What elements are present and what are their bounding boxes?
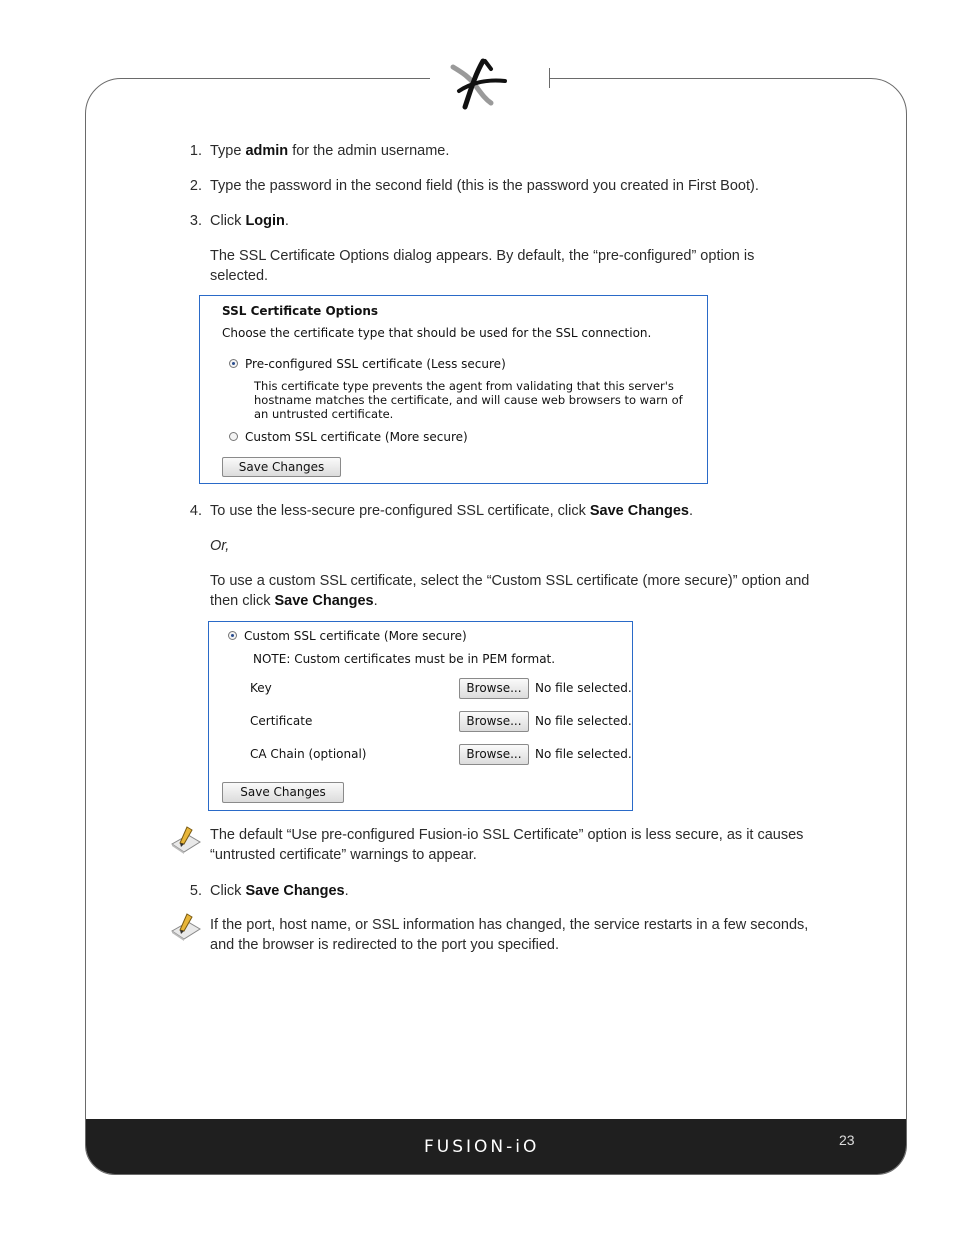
pem-note: NOTE: Custom certificates must be in PEM format.: [253, 652, 556, 666]
note-pencil-icon: [168, 824, 202, 854]
step-text: Type the password in the second field (this is the password you created in First Boot).: [210, 178, 759, 194]
note-pencil-icon: [168, 911, 202, 941]
step-number: 2.: [189, 178, 202, 194]
preconfigured-label[interactable]: Pre-configured SSL certificate (Less secure): [245, 357, 506, 371]
dialog-title: SSL Certificate Options: [222, 304, 379, 318]
key-file-status: No file selected.: [535, 681, 632, 695]
certificate-label: Certificate: [250, 714, 313, 728]
ca-chain-file-status: No file selected.: [535, 747, 632, 761]
step-bold: admin: [245, 143, 289, 159]
custom-radio[interactable]: [229, 432, 238, 441]
step-5: [189, 881, 349, 901]
certificate-browse-button[interactable]: Browse...: [459, 711, 529, 732]
key-browse-button[interactable]: Browse...: [459, 678, 529, 699]
step-number: 5.: [189, 883, 202, 899]
step-text: Click: [210, 883, 246, 899]
preconfigured-help: This certificate type prevents the agent from validating that this server's hostname matches the certificate, and will cause web browsers to warn of an untrusted certificate.: [254, 379, 683, 421]
certificate-file-status: No file selected.: [535, 714, 632, 728]
step-bold: Login: [245, 213, 285, 229]
or-text: Or,: [210, 538, 230, 554]
custom-instructions: [210, 571, 810, 611]
page-number: 23: [839, 1132, 855, 1148]
dialog-description: Choose the certificate type that should be used for the SSL connection.: [222, 326, 652, 340]
custom-label[interactable]: Custom SSL certificate (More secure): [244, 629, 467, 643]
para-bold: Save Changes: [274, 593, 374, 609]
brand-logo: FUSION-iO: [424, 1137, 540, 1157]
step-1: [189, 141, 450, 161]
frame-divider: [549, 68, 550, 88]
step-number: 3.: [189, 213, 202, 229]
step-number: 1.: [189, 143, 202, 159]
save-changes-button[interactable]: Save Changes: [222, 782, 344, 803]
preconfigured-radio[interactable]: [229, 359, 238, 368]
fusion-io-emblem-icon: [445, 55, 511, 115]
custom-ssl-dialog: [208, 621, 633, 811]
page-footer: [86, 1119, 906, 1174]
note-untrusted-warning: The default “Use pre-configured Fusion-io SSL Certificate” option is less secure, as it causes “untrusted certificate” warnings to appear.: [210, 827, 804, 863]
step-4: [189, 501, 694, 521]
step-number: 4.: [189, 503, 202, 519]
ssl-options-dialog: [199, 295, 708, 484]
step-text: Click: [210, 213, 246, 229]
step-text: .: [284, 213, 289, 229]
step-text: To use the less-secure pre-configured SSL certificate, click: [210, 503, 590, 519]
step-3: [189, 211, 289, 231]
step-text: Type: [210, 143, 246, 159]
ssl-dialog-intro: The SSL Certificate Options dialog appears. By default, the “pre-configured” option is selected.: [210, 248, 755, 284]
save-changes-button[interactable]: Save Changes: [222, 457, 341, 477]
note-service-restart: If the port, host name, or SSL information has changed, the service restarts in a few seconds, and the browser is redirected to the port you specified.: [210, 917, 809, 953]
ca-chain-label: CA Chain (optional): [250, 747, 367, 761]
ca-chain-browse-button[interactable]: Browse...: [459, 744, 529, 765]
para-text: .: [373, 593, 378, 609]
step-text: .: [344, 883, 349, 899]
custom-radio[interactable]: [228, 631, 237, 640]
para-text: To use a custom SSL certificate, select the “Custom SSL certificate (more secure)” option and then click: [210, 573, 810, 609]
key-label: Key: [250, 681, 272, 695]
custom-label[interactable]: Custom SSL certificate (More secure): [245, 430, 468, 444]
step-bold: Save Changes: [589, 503, 689, 519]
step-2: [189, 176, 759, 196]
step-text: .: [689, 503, 694, 519]
step-bold: Save Changes: [245, 883, 345, 899]
step-text: for the admin username.: [288, 143, 450, 159]
